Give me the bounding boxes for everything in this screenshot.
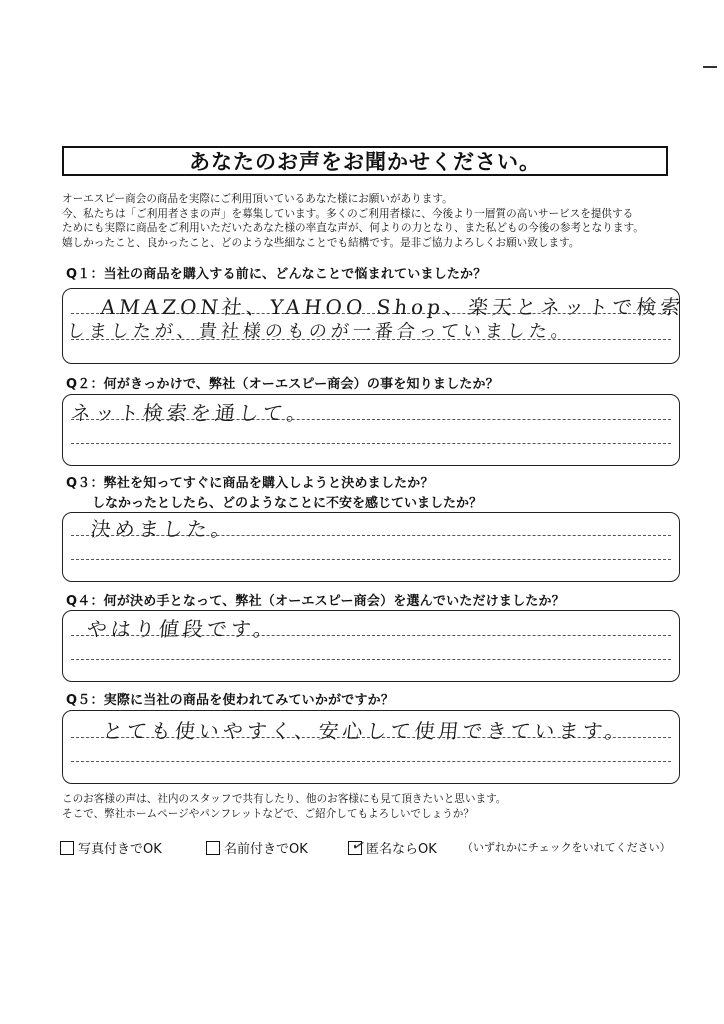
answer-2-box[interactable] (62, 394, 680, 466)
answer-rule (71, 761, 671, 762)
answer-rule (71, 443, 671, 444)
answer-rule (71, 559, 671, 560)
checkbox-photo[interactable] (60, 841, 74, 855)
option-photo-ok[interactable] (60, 838, 162, 857)
consent-line: そこで、弊社ホームページやパンフレットなどで、ご紹介してもよろしいでしょうか？ (62, 808, 474, 820)
question-2-label: Q２：何がきっかけで、弊社（オーエスピー商会）の事を知りましたか？ (66, 377, 499, 392)
option-name-ok[interactable] (206, 838, 308, 857)
question-1-label: Q１：当社の商品を購入する前に、どんなことで悩まれていましたか？ (66, 267, 487, 282)
intro-text (62, 192, 682, 250)
option-photo-label: 写真付きでOK (78, 842, 162, 857)
consent-line: このお客様の声は、社内のスタッフで共有したり、他のお客様にも見て頂きたいと思います。 (62, 793, 507, 805)
answer-2-line-1: ネット検索を通して。 (69, 401, 312, 425)
answer-5-box[interactable] (62, 710, 680, 784)
answer-5-line-1: とても使いやすく、安心して使用できています。 (101, 719, 631, 743)
question-4-label: Q４：何が決め手となって、弊社（オーエスピー商会）を選んでいただけましたか？ (66, 594, 565, 609)
answer-1-box[interactable] (62, 288, 686, 364)
options-note: （いずれかにチェックをいれてください） (462, 841, 671, 854)
answer-1-line-2: しましたが、貴社様のものが一番合っていました。 (65, 321, 574, 342)
check-mark-icon: ✓ (349, 833, 369, 857)
question-3-label: Q３：弊社を知ってすぐに商品を購入しようと決めましたか？ (66, 476, 434, 491)
answer-4-line-1: やはり値段です。 (85, 617, 279, 641)
intro-line: 今、私たちは「ご利用者さまの声」を募集しています。多くのご利用者様に、今後より一層質の高いサービスを提供する (62, 207, 634, 220)
answer-4-box[interactable] (62, 610, 680, 682)
answer-3-line-1: 決めました。 (89, 517, 237, 541)
intro-line: オーエスピー商会の商品を実際にご利用頂いているあなた様にお願いがあります。 (62, 193, 453, 205)
answer-1-line-1: AMAZON社、YAHOO Shop、楽天とネットで検索 (99, 295, 686, 319)
form-title: あなたのお声をお聞かせください。 (62, 146, 668, 176)
option-anonymous-ok[interactable] (348, 833, 437, 857)
scan-edge-mark (703, 66, 717, 68)
intro-line: 嬉しかったこと、良かったこと、どのような些細なことでも結構です。是非ご協力よろしくお願い致します。 (62, 236, 580, 249)
checkbox-name[interactable] (206, 841, 220, 855)
answer-3-box[interactable] (62, 512, 680, 582)
consent-options (60, 833, 700, 858)
question-5-label: Q５：実際に当社の商品を使われてみていかがですか？ (66, 693, 395, 708)
consent-text (62, 792, 506, 822)
option-name-label: 名前付きでOK (224, 842, 308, 857)
question-3-label-line-2: しなかったとしたら、どのようなことに不安を感じていましたか？ (92, 496, 483, 511)
answer-rule (71, 659, 671, 660)
intro-line: ためにも実際に商品をご利用いただいたあなた様の率直な声が、何よりの力となり、また私どもの今後の参考となります。 (62, 222, 644, 234)
option-anonymous-label: 匿名ならOK (366, 842, 437, 857)
checkbox-anonymous[interactable] (348, 833, 369, 857)
